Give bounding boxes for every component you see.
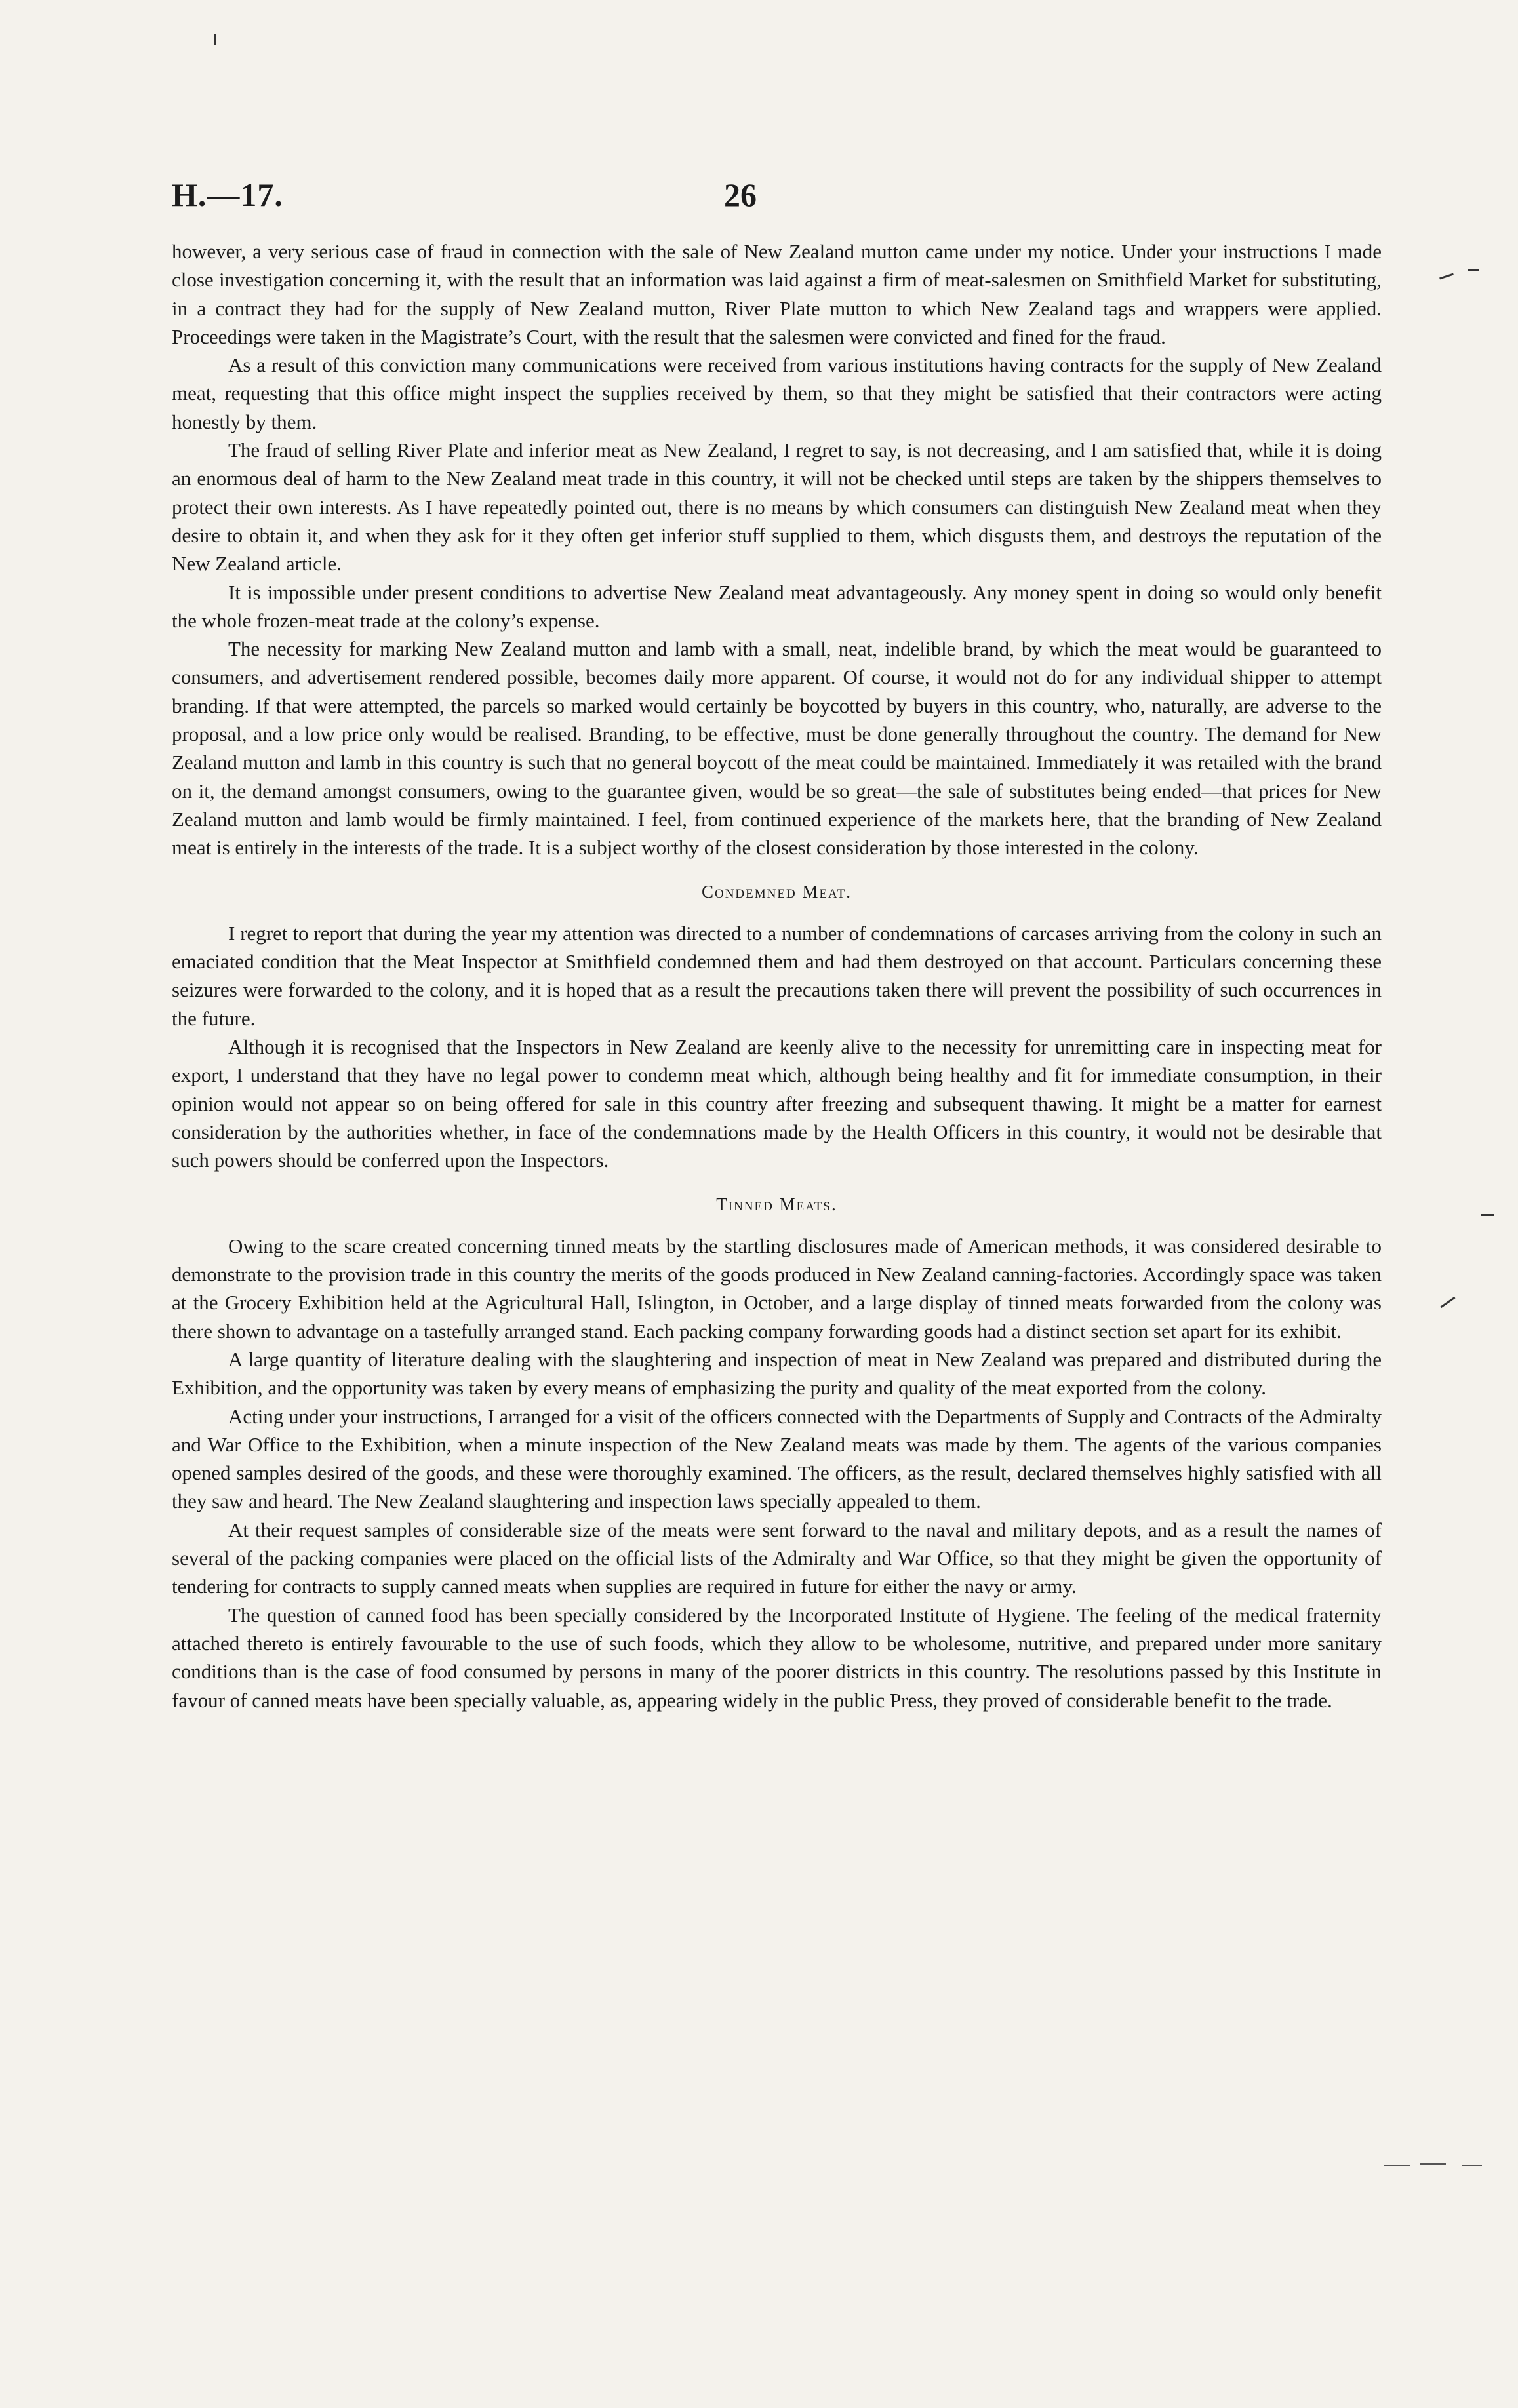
document-body	[172, 237, 1382, 1714]
body-paragraph: Acting under your instructions, I arranged for a visit of the officers connected with the Departments of Supply and Contracts of the Admiralty and War Office to the Exhibition, when a minute inspection of the New Zealand meats was made by them. The agents of the various companies opened samples desired of the goods, and these were thoroughly examined. The officers, as the result, declared themselves highly satisfied with all they saw and heard. The New Zealand slaughtering and inspection laws specially appealed to them.	[172, 1404, 1382, 1513]
body-paragraph: It is impossible under present conditions to advertise New Zealand meat advantageously. Any money spent in doing so would only benefit the whole frozen-meat trade at the colony’s expense.	[172, 580, 1382, 632]
page-number: 26	[724, 176, 757, 213]
body-paragraph: however, a very serious case of fraud in connection with the sale of New Zealand mutton came under my notice. Under your instructions I made close investigation concerning it, with the result that an information was laid against a firm of meat-salesmen on Smithfield Market for substituting, in a contract they had for the supply of New Zealand mutton, River Plate mutton to which New Zealand tags and wrappers were applied. Proceedings were taken in the Magistrate’s Court, with the result that the salesmen were convicted and fined for the fraud.	[172, 240, 1382, 348]
body-paragraph: As a result of this conviction many communications were received from various institutions having contracts for the supply of New Zealand meat, requesting that this office might inspect the supplies received by them, so that they might be satisfied that their contractors were acting honestly by them.	[172, 353, 1382, 433]
body-paragraph: Owing to the scare created concerning tinned meats by the startling disclosures made of American methods, it was considered desirable to demonstrate to the provision trade in this country the merits of the goods produced in New Zealand canning-factories. Accordingly space was taken at the Grocery Exhibition held at the Agricultural Hall, Islington, in October, and a large display of tinned meats forwarded from the colony was there shown to advantage on a tastefully arranged stand. Each packing company forwarding goods had a distinct section set apart for its exhibit.	[172, 1234, 1382, 1343]
margin-pencil-mark	[1420, 2163, 1446, 2165]
margin-pencil-mark	[1384, 2165, 1410, 2166]
parliamentary-paper-reference: H.—17.	[172, 176, 283, 213]
margin-pencil-mark	[1462, 2165, 1482, 2166]
body-paragraph: I regret to report that during the year my attention was directed to a number of condemnations of carcases arriving from the colony in such an emaciated condition that the Meat Inspector at Smithfield condemned them and had them destroyed on that account. Particulars concerning these seizures were forwarded to the colony, and it is hoped that as a result the precautions taken there will prevent the possibility of such occurrences in the future.	[172, 921, 1382, 1030]
body-paragraph: A large quantity of literature dealing with the slaughtering and inspection of meat in New Zealand was prepared and distributed during the Exhibition, and the opportunity was taken by every means of emphasizing the purity and quality of the meat exported from the colony.	[172, 1347, 1382, 1400]
margin-tick-mark	[214, 34, 216, 45]
margin-pencil-mark	[1481, 1214, 1494, 1216]
body-paragraph: Although it is recognised that the Inspectors in New Zealand are keenly alive to the necessity for unremitting care in inspecting meat for export, I understand that they have no legal power to condemn meat which, although being healthy and fit for immediate consumption, in their opinion would not appear so on being offered for sale in this country after freezing and subsequent thawing. It might be a matter for earnest consideration by the authorities whether, in face of the condemnations made by the Health Officers in this country, it would not be desirable that such powers should be conferred upon the Inspectors.	[172, 1035, 1382, 1172]
margin-pencil-mark	[1468, 269, 1479, 271]
page-header	[172, 176, 1382, 228]
body-paragraph: The fraud of selling River Plate and inferior meat as New Zealand, I regret to say, is not decreasing, and I am satisfied that, while it is doing an enormous deal of harm to the New Zealand meat trade in this country, it will not be checked until steps are taken by the shippers themselves to protect their own interests. As I have repeatedly pointed out, there is no means by which consumers can distinguish New Zealand meat when they desire to obtain it, and when they ask for it they often get inferior stuff supplied to them, which disgusts them, and destroys the reputation of the New Zealand article.	[172, 439, 1382, 576]
body-paragraph: The necessity for marking New Zealand mutton and lamb with a small, neat, indelible brand, by which the meat would be guaranteed to consumers, and advertisement rendered possible, becomes daily more apparent. Of course, it would not do for any individual shipper to attempt branding. If that were attempted, the parcels so marked would certainly be boycotted by buyers in this country, who, naturally, are adverse to the proposal, and a low price only would be realised. Branding, to be effective, must be done generally throughout the country. The demand for New Zealand mutton and lamb in this country is such that no general boycott of the meat could be maintained. Immediately it was retailed with the brand on it, the demand amongst consumers, owing to the guarantee given, would be so great—the sale of substitutes being ended—that prices for New Zealand mutton and lamb would be firmly maintained. I feel, from continued experience of the markets here, that the branding of New Zealand meat is entirely in the interests of the trade. It is a subject worthy of the closest consideration by those interested in the colony.	[172, 637, 1382, 859]
section-heading-condemned-meat: Condemned Meat.	[701, 881, 852, 901]
margin-pencil-mark	[1440, 1297, 1455, 1308]
body-paragraph: At their request samples of considerable size of the meats were sent forward to the naval and military depots, and as a result the names of several of the packing companies were placed on the official lists of the Admiralty and War Office, so that they might be given the opportunity of tendering for contracts to supply canned meats when supplies are required in future for either the navy or army.	[172, 1518, 1382, 1598]
margin-pencil-mark	[1439, 273, 1454, 280]
body-paragraph: The question of canned food has been specially considered by the Incorporated Institute of Hygiene. The feeling of the medical fraternity attached thereto is entirely favourable to the use of such foods, which they allow to be wholesome, nutritive, and prepared under more sanitary conditions than is the case of food consumed by persons in many of the poorer districts in this country. The resolutions passed by this Institute in favour of canned meats have been specially valuable, as, appearing widely in the public Press, they proved of considerable benefit to the trade.	[172, 1603, 1382, 1712]
section-heading-tinned-meats: Tinned Meats.	[716, 1194, 837, 1214]
